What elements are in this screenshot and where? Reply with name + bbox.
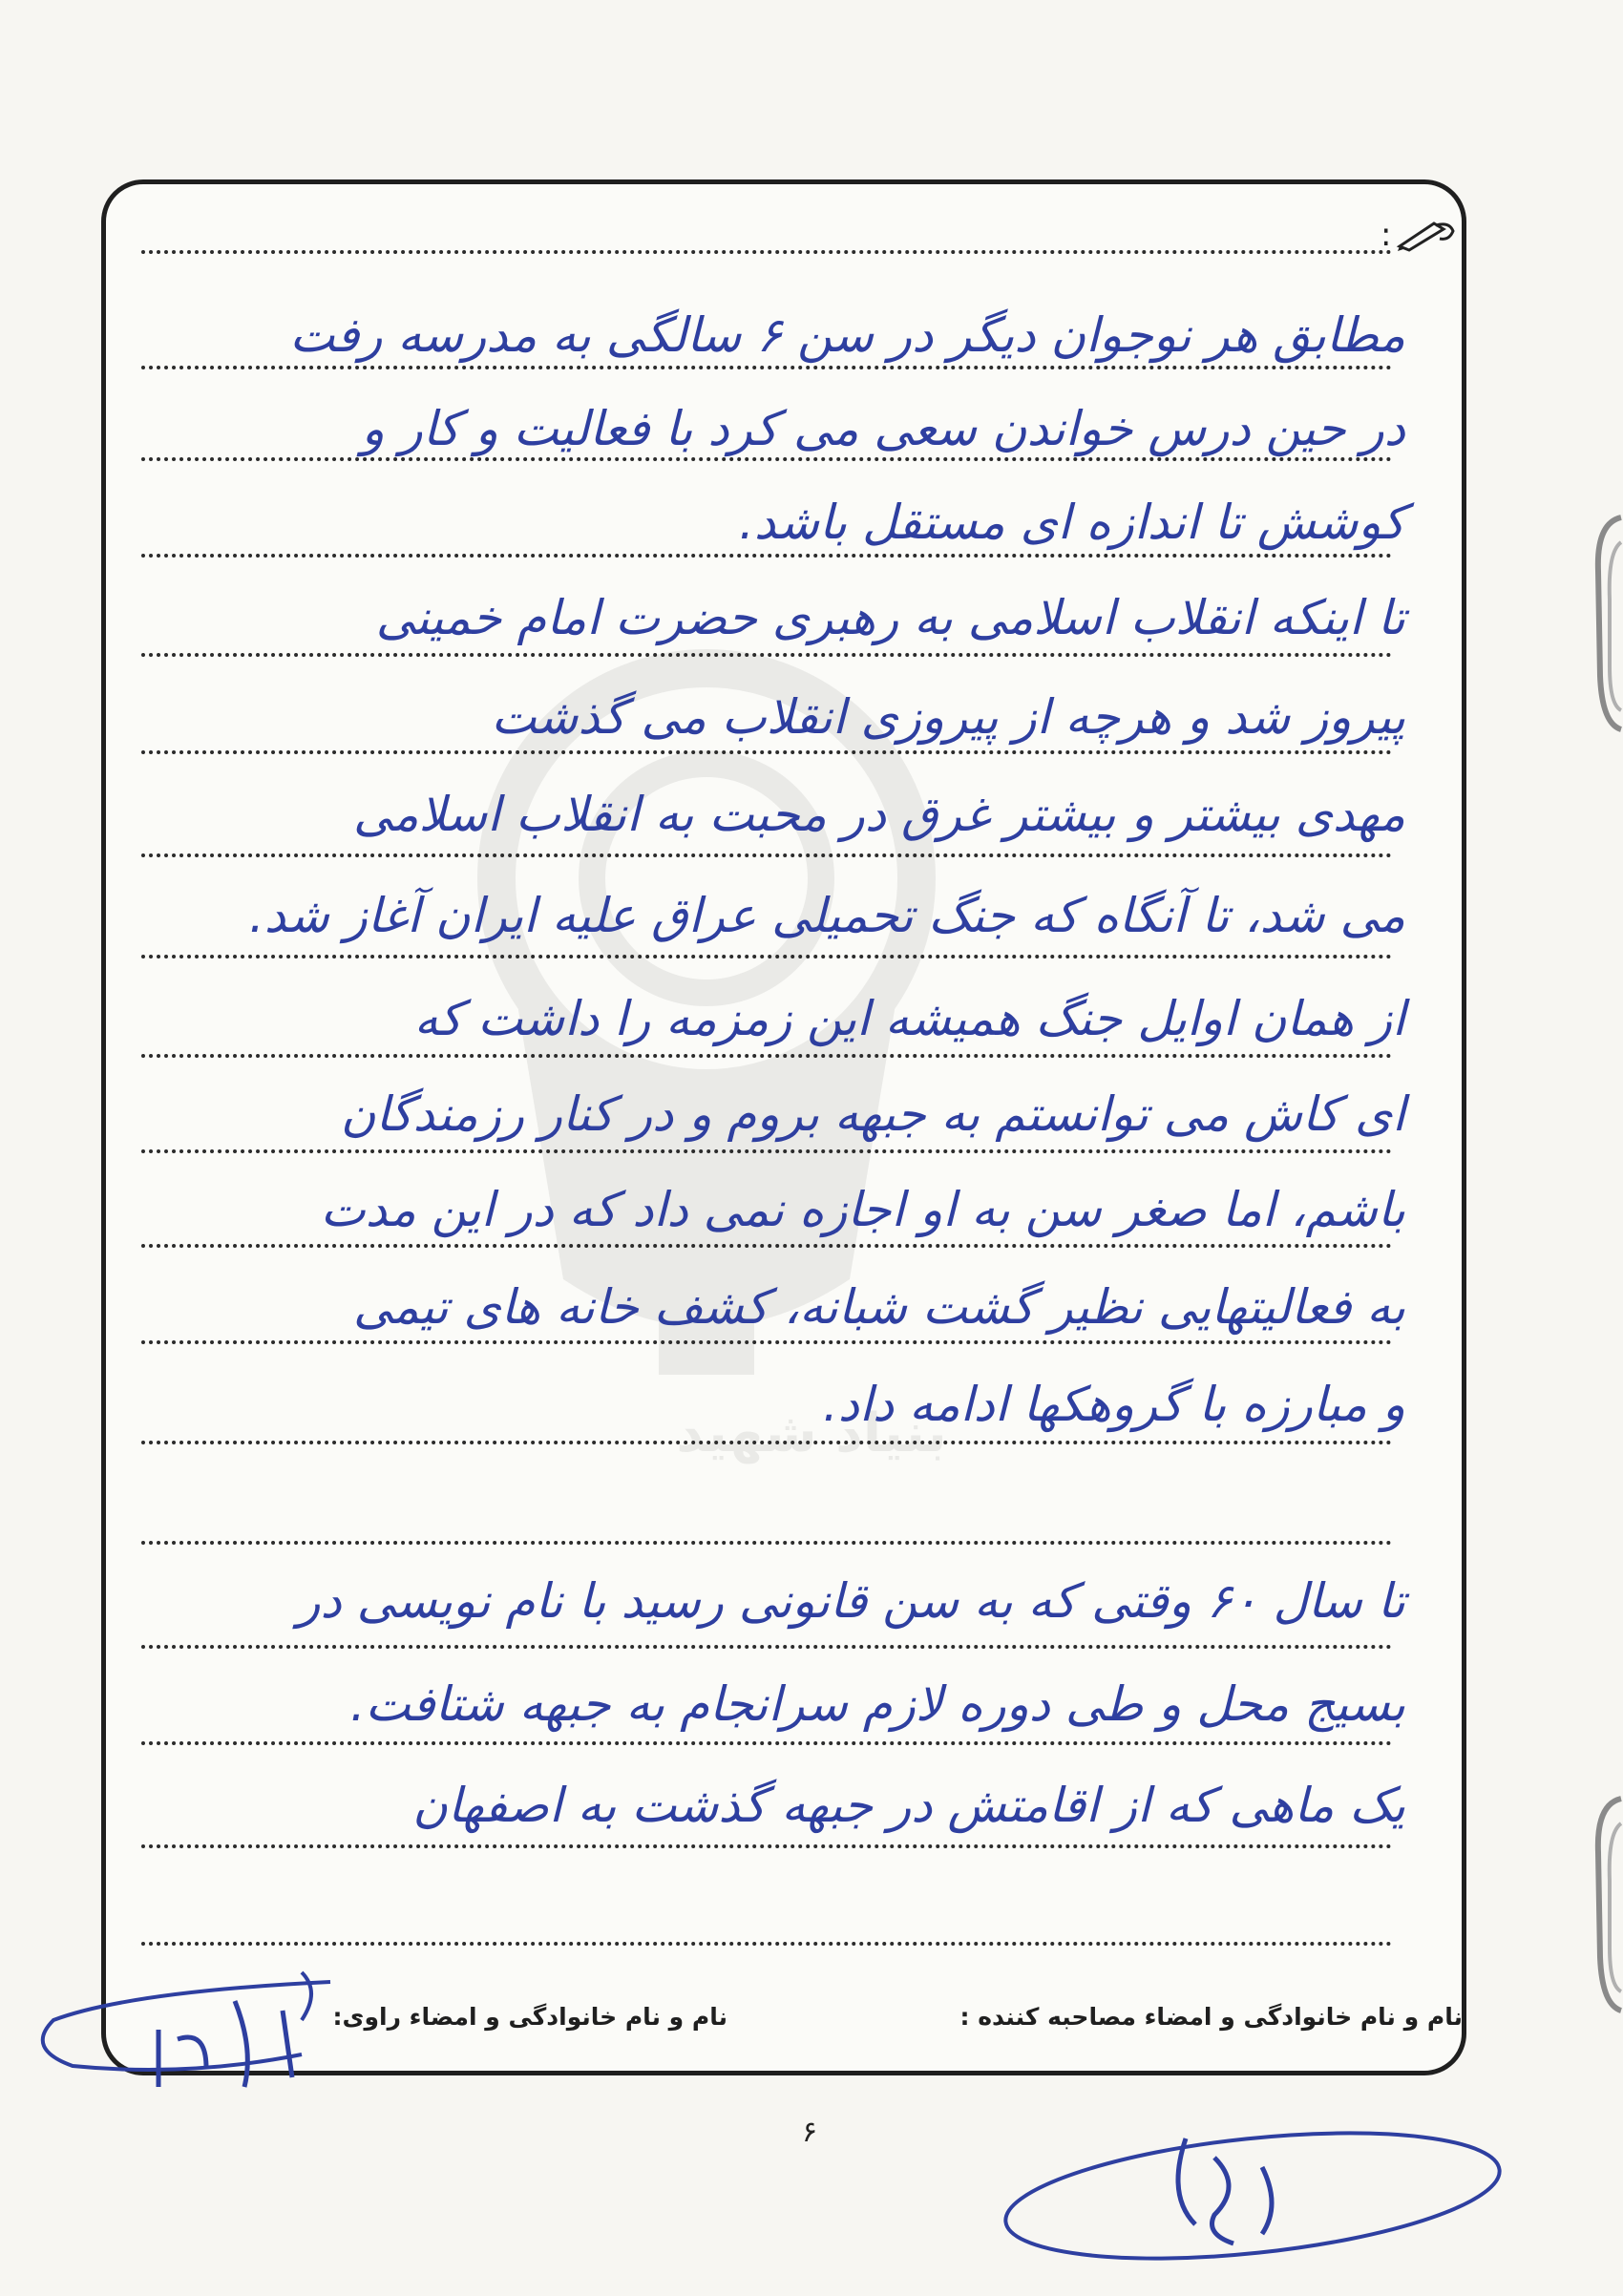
- handwritten-line: تا اینکه انقلاب اسلامی به رهبری حضرت امام خمینی: [375, 590, 1405, 645]
- ruled-line: [141, 1645, 1392, 1649]
- handwritten-line: و مبارزه با گروهکها ادامه داد.: [822, 1377, 1405, 1432]
- handwritten-line: در حین درس خواندن سعی می کرد با فعالیت و کار و: [361, 401, 1405, 456]
- handwritten-line: بسیج محل و طی دوره لازم سرانجام به جبهه شتافت.: [349, 1676, 1405, 1732]
- ruled-line: [141, 366, 1392, 369]
- handwritten-line: ای کاش می توانستم به جبهه بروم و در کنار رزمندگان: [340, 1086, 1405, 1142]
- ruled-line: [141, 1844, 1392, 1848]
- handwritten-line: مهدی بیشتر و بیشتر غرق در محبت به انقلاب اسلامی: [353, 787, 1405, 842]
- narrator-signature-label: نام و نام خانوادگی و امضاء راوی:: [332, 2003, 727, 2031]
- binder-clip: [1592, 1795, 1623, 2014]
- narrator-signature: [15, 1963, 353, 2096]
- handwritten-line: کوشش تا اندازه ای مستقل باشد.: [738, 495, 1405, 550]
- ruled-line: [141, 955, 1392, 958]
- watermark-org-name: بنیاد شهید: [676, 1402, 947, 1464]
- ruled-line: [141, 457, 1392, 461]
- ruled-line: [141, 1340, 1392, 1344]
- ruled-line: [141, 1541, 1392, 1545]
- ruled-line: [141, 653, 1392, 657]
- ruled-line: [141, 1942, 1392, 1946]
- binder-clip: [1592, 514, 1623, 733]
- ruled-line: [141, 1741, 1392, 1745]
- ruled-line: [141, 853, 1392, 857]
- handwritten-line: از همان اوایل جنگ همیشه این زمزمه را داشت که: [413, 991, 1405, 1046]
- ruled-line: [141, 1149, 1392, 1153]
- ruled-line: [141, 250, 1392, 254]
- page-number: ۶: [802, 2116, 818, 2149]
- ruled-line: [141, 1054, 1392, 1058]
- ruled-line: [141, 554, 1392, 558]
- interviewer-signature: [976, 2100, 1510, 2272]
- handwritten-line: پیروز شد و هرچه از پیروزی انقلاب می گذشت: [491, 689, 1405, 745]
- interviewer-signature-label: نام و نام خانوادگی و امضاء مصاحبه کننده :: [959, 2003, 1463, 2031]
- header-colon: :: [1381, 216, 1392, 254]
- pen-writing-icon: [1396, 218, 1455, 252]
- ruled-line: [141, 1244, 1392, 1248]
- handwritten-line: به فعالیتهایی نظیر گشت شبانه، کشف خانه های تیمی: [353, 1279, 1405, 1335]
- handwritten-line: می شد، تا آنگاه که جنگ تحمیلی عراق علیه ایران آغاز شد.: [248, 888, 1405, 943]
- ruled-line: [141, 750, 1392, 754]
- handwritten-line: یک ماهی که از اقامتش در جبهه گذشت به اصفهان: [412, 1778, 1405, 1833]
- ruled-line: [141, 1441, 1392, 1444]
- handwritten-line: تا سال ۶۰ وقتی که به سن قانونی رسید با نام نویسی در: [297, 1573, 1405, 1629]
- handwritten-line: مطابق هر نوجوان دیگر در سن ۶ سالگی به مدرسه رفت: [289, 307, 1405, 363]
- handwritten-line: باشم، اما صغر سن به او اجازه نمی داد که در این مدت: [320, 1182, 1405, 1237]
